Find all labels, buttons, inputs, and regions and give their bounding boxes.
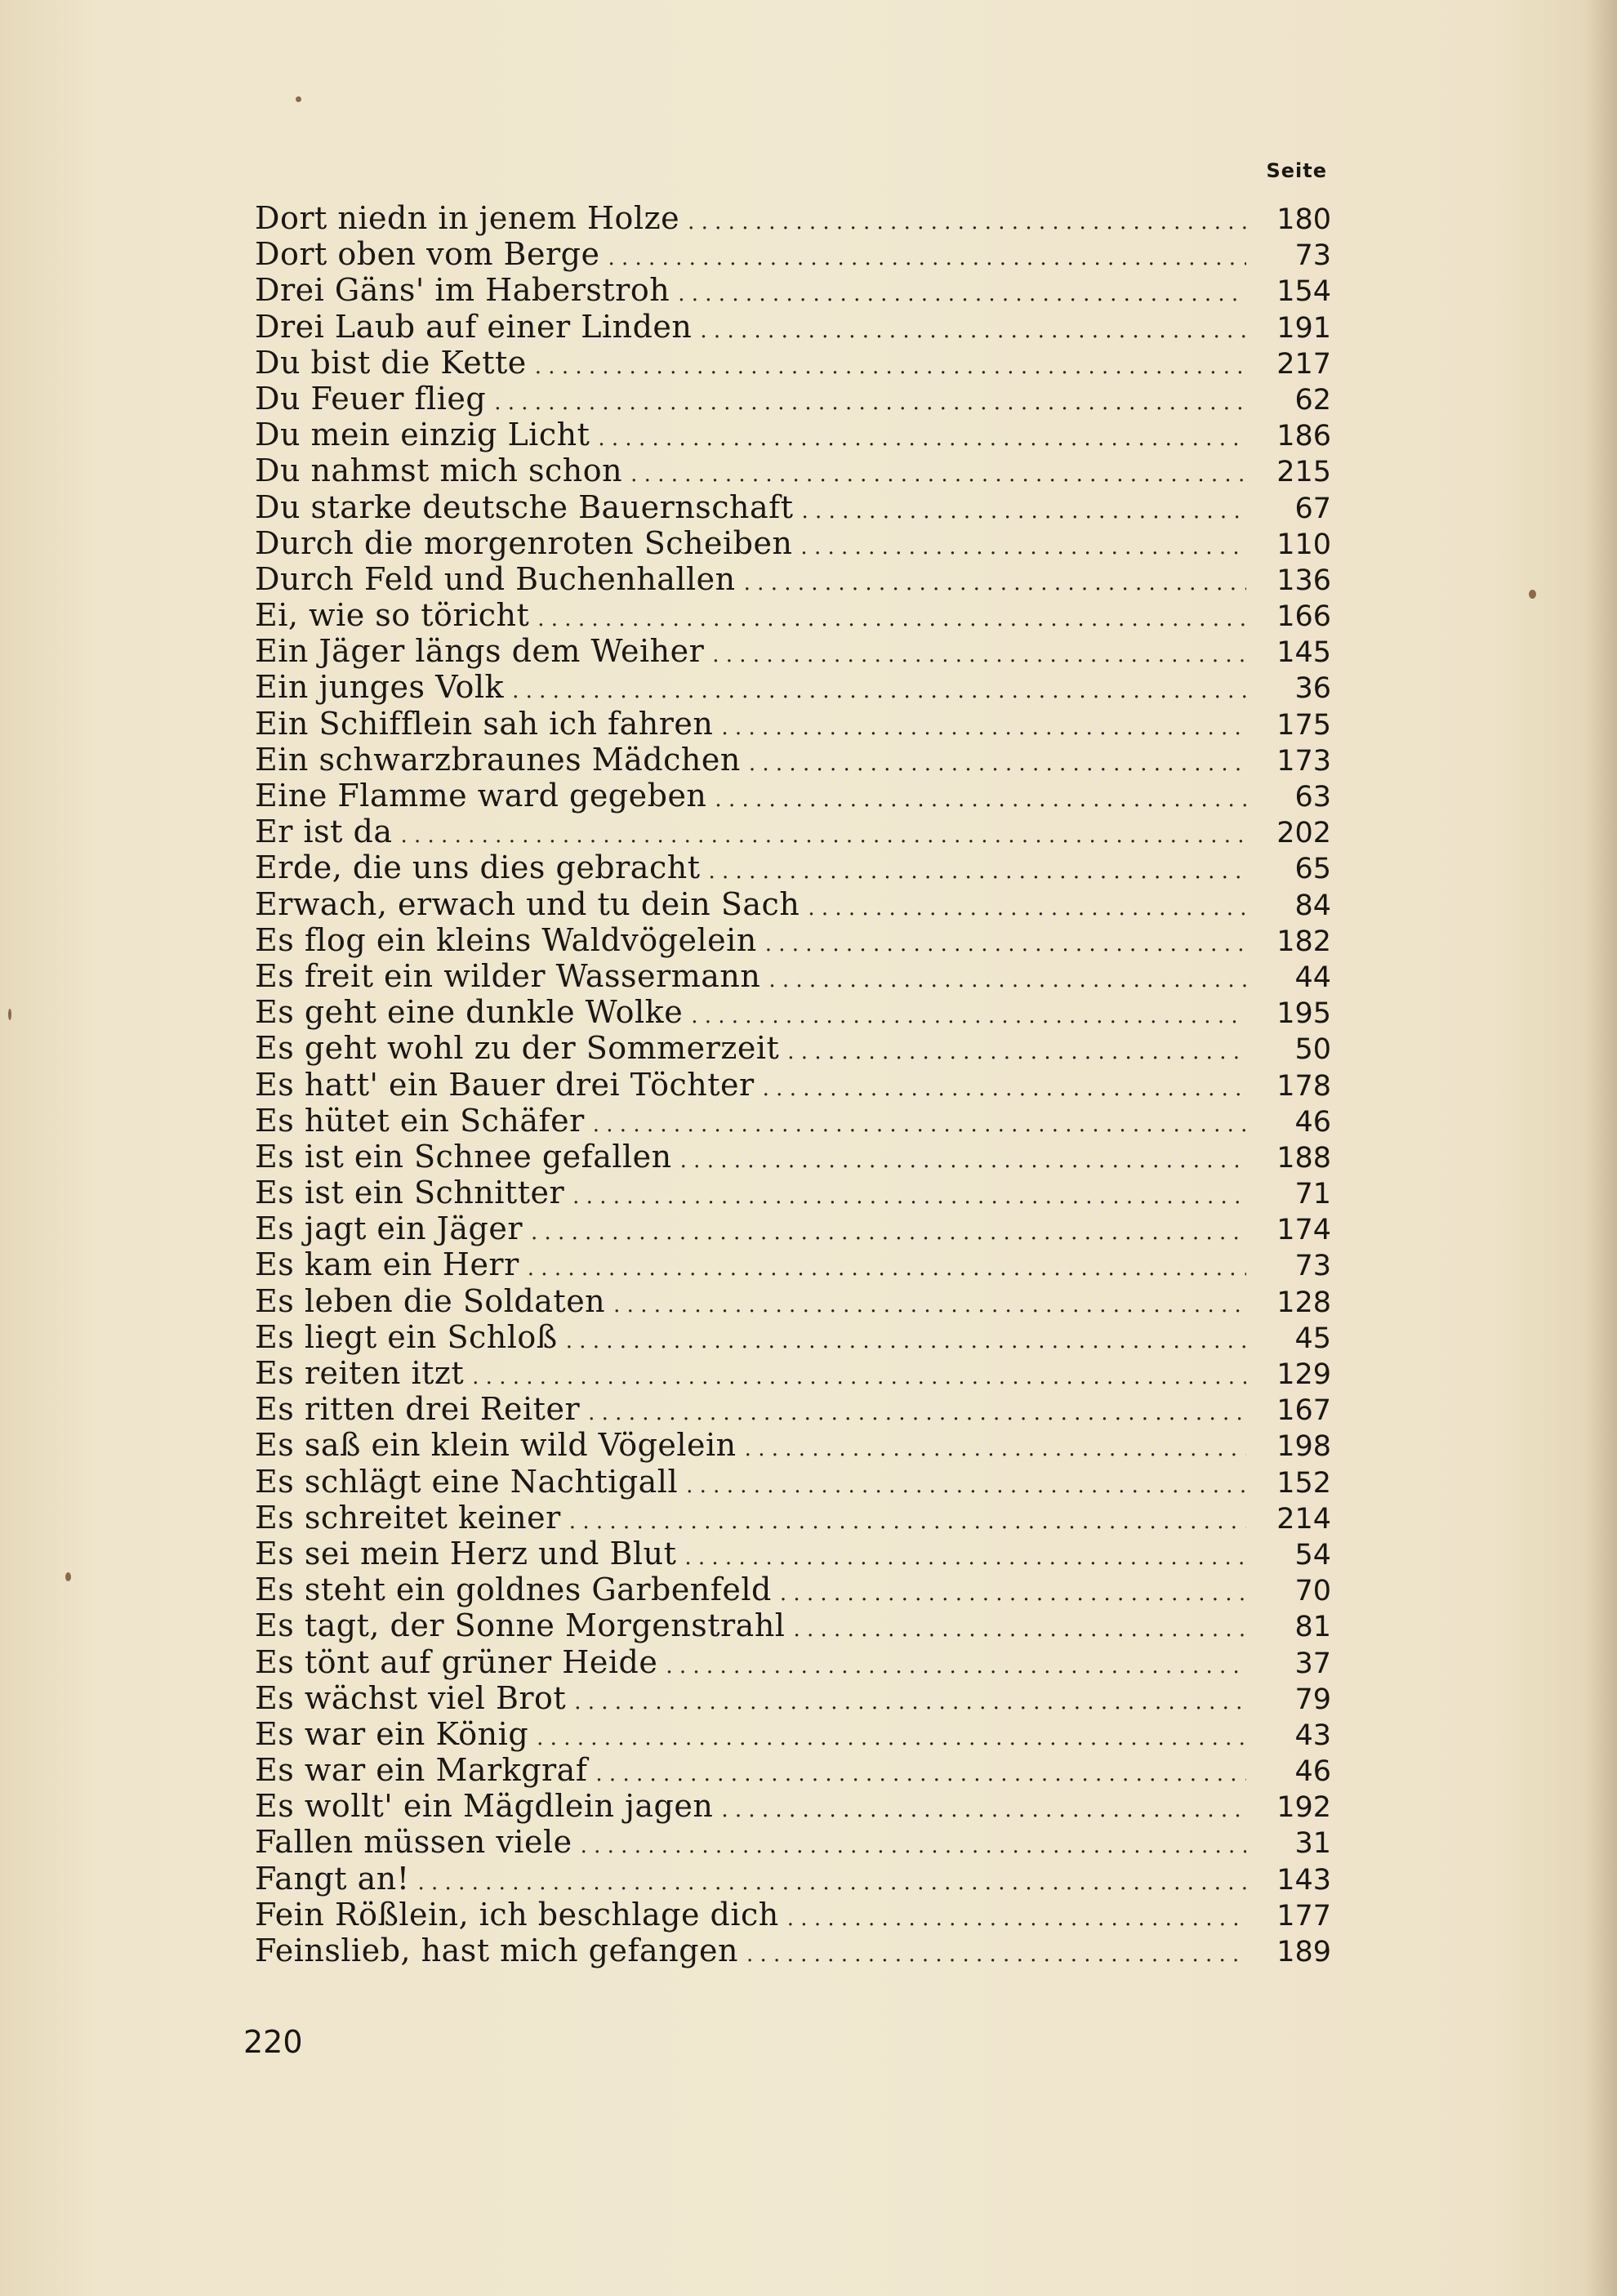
toc-entry xyxy=(255,886,1331,922)
page-edge-shadow xyxy=(1584,0,1617,2296)
toc-entry xyxy=(255,345,1331,381)
toc-entry-title: Ein Schifflein sah ich fahren xyxy=(255,705,714,742)
toc-entry xyxy=(255,1030,1331,1066)
toc-entry-title: Es geht eine dunkle Wolke xyxy=(255,994,684,1031)
toc-entry xyxy=(255,814,1331,849)
toc-entry-page: 217 xyxy=(1276,347,1331,381)
toc-entry-title: Eine Flamme ward gegeben xyxy=(255,778,707,814)
toc-entry-page: 178 xyxy=(1276,1069,1331,1103)
toc-entry-page: 215 xyxy=(1276,456,1331,489)
toc-entry-title: Du nahmst mich schon xyxy=(255,453,623,489)
toc-entry-page: 152 xyxy=(1276,1466,1331,1500)
toc-entry-title: Fallen müssen viele xyxy=(255,1824,572,1861)
toc-entry xyxy=(255,1752,1331,1788)
toc-entry-title: Es ist ein Schnee gefallen xyxy=(255,1138,672,1175)
dot-leader xyxy=(745,1431,1246,1467)
toc-entry-page: 45 xyxy=(1294,1322,1331,1355)
toc-entry-title: Es jagt ein Jäger xyxy=(255,1210,523,1247)
paper-speck xyxy=(1529,590,1536,599)
dot-leader xyxy=(608,240,1246,276)
toc-entry-page: 65 xyxy=(1294,853,1331,886)
toc-entry-title: Dort niedn in jenem Holze xyxy=(255,200,680,236)
toc-entry-page: 202 xyxy=(1276,817,1331,850)
toc-entry xyxy=(255,1139,1331,1175)
toc-entry-page: 84 xyxy=(1294,889,1331,922)
toc-entry-title: Fangt an! xyxy=(255,1860,410,1897)
dot-leader xyxy=(581,1828,1246,1864)
toc-entry xyxy=(255,849,1331,885)
dot-leader xyxy=(566,1323,1246,1359)
toc-entry xyxy=(255,922,1331,958)
dot-leader xyxy=(780,1576,1246,1612)
dot-leader xyxy=(691,998,1246,1034)
toc-entry-title: Durch die morgenroten Scheiben xyxy=(255,524,793,561)
toc-entry-title: Es tagt, der Sonne Morgenstrahl xyxy=(255,1607,786,1644)
dot-leader xyxy=(588,1395,1246,1431)
toc-entry xyxy=(255,236,1331,272)
toc-entry-title: Dort oben vom Berge xyxy=(255,236,600,273)
toc-entry-page: 180 xyxy=(1276,203,1331,236)
dot-leader xyxy=(595,1756,1246,1792)
toc-entry-title: Es tönt auf grüner Heide xyxy=(255,1643,658,1680)
toc-entry xyxy=(255,1824,1331,1860)
toc-entry-page: 174 xyxy=(1276,1214,1331,1247)
dot-leader xyxy=(800,529,1246,565)
toc-entry xyxy=(255,1500,1331,1536)
toc-entry-title: Es schlägt eine Nachtigall xyxy=(255,1463,679,1500)
toc-entry xyxy=(255,1319,1331,1355)
toc-entry-page: 37 xyxy=(1294,1647,1331,1680)
toc-entry-page: 67 xyxy=(1294,492,1331,525)
toc-entry xyxy=(255,1897,1331,1933)
toc-entry xyxy=(255,706,1331,742)
dot-leader xyxy=(528,1251,1246,1286)
toc-entry-title: Du Feuer flieg xyxy=(255,380,487,417)
paper-speck xyxy=(296,96,301,102)
toc-entry xyxy=(255,1175,1331,1210)
toc-entry-title: Es freit ein wilder Wassermann xyxy=(255,957,761,994)
toc-entry-page: 191 xyxy=(1276,311,1331,345)
toc-entry-title: Es geht wohl zu der Sommerzeit xyxy=(255,1030,780,1067)
dot-leader xyxy=(787,1901,1246,1937)
toc-entry-title: Ein Jäger längs dem Weiher xyxy=(255,633,705,670)
toc-entry-page: 79 xyxy=(1294,1683,1331,1716)
toc-entry xyxy=(255,1464,1331,1500)
toc-entry-page: 195 xyxy=(1276,997,1331,1031)
toc-entry xyxy=(255,1933,1331,1968)
dot-leader xyxy=(472,1359,1246,1395)
toc-entry xyxy=(255,309,1331,345)
paper-speck xyxy=(8,1009,11,1020)
dot-leader xyxy=(666,1648,1246,1684)
toc-entry-title: Du bist die Kette xyxy=(255,344,527,381)
toc-entry-page: 186 xyxy=(1276,420,1331,453)
toc-entry-page: 136 xyxy=(1276,564,1331,597)
toc-entry-title: Es wächst viel Brot xyxy=(255,1679,567,1716)
toc-entry xyxy=(255,1283,1331,1319)
toc-entry-page: 188 xyxy=(1276,1141,1331,1175)
toc-entry-page: 175 xyxy=(1276,708,1331,742)
toc-entry-title: Es hatt' ein Bauer drei Töchter xyxy=(255,1066,755,1103)
dot-leader xyxy=(572,1179,1246,1215)
toc-entry xyxy=(255,200,1331,236)
toc-entry-page: 36 xyxy=(1294,672,1331,706)
toc-entry xyxy=(255,1716,1331,1752)
dot-leader xyxy=(613,1287,1246,1323)
toc-entry-title: Er ist da xyxy=(255,814,393,850)
toc-entry-page: 154 xyxy=(1276,275,1331,309)
toc-entry xyxy=(255,1680,1331,1716)
toc-entry-page: 73 xyxy=(1294,1250,1331,1283)
toc-entry-title: Es flog ein kleins Waldvögelein xyxy=(255,921,757,958)
toc-entry-page: 63 xyxy=(1294,781,1331,814)
toc-entry-page: 189 xyxy=(1276,1936,1331,1968)
dot-leader xyxy=(400,818,1246,854)
toc-entry-page: 31 xyxy=(1294,1827,1331,1861)
toc-entry-title: Es hütet ein Schäfer xyxy=(255,1102,585,1139)
toc-entry-title: Es liegt ein Schloß xyxy=(255,1318,558,1355)
toc-entry-title: Feinslieb, hast mich gefangen xyxy=(255,1933,738,1968)
toc-entry xyxy=(255,1861,1331,1897)
toc-entry xyxy=(255,381,1331,417)
toc-entry xyxy=(255,1572,1331,1607)
toc-entry-title: Du mein einzig Licht xyxy=(255,417,590,453)
dot-leader xyxy=(537,1720,1246,1756)
toc-entry-page: 192 xyxy=(1276,1791,1331,1825)
page-column-header: Seite xyxy=(1266,159,1327,182)
toc-entry xyxy=(255,1536,1331,1572)
toc-entry-page: 70 xyxy=(1294,1575,1331,1608)
toc-entry-page: 143 xyxy=(1276,1863,1331,1897)
toc-entry-title: Fein Rößlein, ich beschlage dich xyxy=(255,1896,779,1933)
toc-entry-title: Es schreitet keiner xyxy=(255,1499,561,1536)
table-of-contents xyxy=(255,200,1331,1968)
toc-entry xyxy=(255,778,1331,814)
toc-entry xyxy=(255,1210,1331,1246)
toc-entry-page: 166 xyxy=(1276,600,1331,634)
toc-entry-title: Es wollt' ein Mägdlein jagen xyxy=(255,1788,714,1825)
toc-entry xyxy=(255,1391,1331,1427)
toc-entry-title: Es ritten drei Reiter xyxy=(255,1391,581,1428)
toc-entry-page: 71 xyxy=(1294,1178,1331,1211)
dot-leader xyxy=(680,1143,1246,1179)
paper-speck xyxy=(65,1572,71,1581)
toc-entry xyxy=(255,453,1331,488)
toc-entry xyxy=(255,633,1331,669)
toc-entry xyxy=(255,489,1331,525)
toc-entry-page: 182 xyxy=(1276,925,1331,958)
toc-entry-title: Erwach, erwach und tu dein Sach xyxy=(255,885,800,922)
toc-entry-title: Erde, die uns dies gebracht xyxy=(255,849,701,886)
toc-entry-title: Es saß ein klein wild Vögelein xyxy=(255,1427,737,1464)
dot-leader xyxy=(537,601,1246,637)
dot-leader xyxy=(765,926,1246,962)
toc-entry xyxy=(255,1788,1331,1824)
toc-entry-page: 54 xyxy=(1294,1538,1331,1572)
toc-entry-page: 167 xyxy=(1276,1394,1331,1428)
dot-leader xyxy=(715,782,1246,818)
toc-entry-title: Es war ein Markgraf xyxy=(255,1752,588,1789)
toc-entry xyxy=(255,1246,1331,1282)
toc-entry xyxy=(255,742,1331,778)
dot-leader xyxy=(535,349,1246,385)
dot-leader xyxy=(708,854,1246,889)
toc-entry-page: 81 xyxy=(1294,1611,1331,1644)
toc-entry xyxy=(255,1607,1331,1643)
dot-leader xyxy=(763,1071,1246,1107)
toc-entry-page: 46 xyxy=(1294,1105,1331,1139)
toc-entry-title: Es sei mein Herz und Blut xyxy=(255,1535,677,1572)
toc-entry-title: Es kam ein Herr xyxy=(255,1246,519,1283)
toc-entry xyxy=(255,669,1331,705)
dot-leader xyxy=(744,565,1246,601)
toc-entry-title: Drei Gäns' im Haberstroh xyxy=(255,272,670,309)
dot-leader xyxy=(787,1034,1246,1070)
toc-entry-page: 73 xyxy=(1294,239,1331,273)
toc-entry xyxy=(255,1427,1331,1463)
toc-entry xyxy=(255,561,1331,597)
dot-leader xyxy=(688,204,1246,240)
dot-leader xyxy=(746,1937,1246,1973)
dot-leader xyxy=(686,1468,1246,1504)
toc-entry xyxy=(255,272,1331,308)
dot-leader xyxy=(721,1792,1246,1828)
dot-leader xyxy=(712,637,1246,673)
dot-leader xyxy=(494,385,1246,421)
dot-leader xyxy=(684,1540,1246,1576)
toc-entry xyxy=(255,1103,1331,1139)
toc-entry xyxy=(255,525,1331,561)
toc-entry xyxy=(255,958,1331,994)
toc-entry-title: Ein junges Volk xyxy=(255,669,505,706)
toc-entry-page: 177 xyxy=(1276,1899,1331,1933)
toc-entry-page: 128 xyxy=(1276,1286,1331,1319)
toc-entry-page: 62 xyxy=(1294,383,1331,417)
toc-entry-page: 129 xyxy=(1276,1358,1331,1391)
toc-entry-title: Es ist ein Schnitter xyxy=(255,1175,565,1211)
dot-leader xyxy=(512,673,1246,709)
toc-entry-page: 173 xyxy=(1276,744,1331,778)
dot-leader xyxy=(721,710,1246,746)
toc-entry-title: Es steht ein goldnes Garbenfeld xyxy=(255,1572,772,1608)
toc-entry-page: 110 xyxy=(1276,528,1331,561)
dot-leader xyxy=(802,493,1246,529)
toc-entry xyxy=(255,597,1331,633)
dot-leader xyxy=(531,1215,1246,1251)
toc-entry-page: 214 xyxy=(1276,1502,1331,1536)
toc-entry-title: Ei, wie so töricht xyxy=(255,597,530,634)
toc-entry xyxy=(255,1067,1331,1103)
dot-leader xyxy=(630,457,1246,493)
toc-entry xyxy=(255,417,1331,453)
toc-entry-page: 198 xyxy=(1276,1430,1331,1464)
toc-entry-title: Es war ein König xyxy=(255,1715,529,1752)
toc-entry-page: 43 xyxy=(1294,1719,1331,1752)
dot-leader xyxy=(569,1504,1246,1540)
dot-leader xyxy=(749,746,1246,782)
toc-entry-title: Du starke deutsche Bauernschaft xyxy=(255,488,794,525)
dot-leader xyxy=(593,1107,1246,1143)
dot-leader xyxy=(700,313,1246,349)
dot-leader xyxy=(574,1684,1246,1720)
dot-leader xyxy=(418,1865,1247,1901)
toc-entry-page: 50 xyxy=(1294,1033,1331,1067)
toc-entry xyxy=(255,1355,1331,1391)
dot-leader xyxy=(678,276,1246,312)
toc-entry-page: 145 xyxy=(1276,636,1331,670)
toc-entry-title: Es reiten itzt xyxy=(255,1355,465,1391)
toc-entry-page: 46 xyxy=(1294,1755,1331,1789)
toc-entry-title: Ein schwarzbraunes Mädchen xyxy=(255,741,741,778)
toc-entry-title: Es leben die Soldaten xyxy=(255,1282,606,1319)
toc-entry xyxy=(255,1644,1331,1680)
dot-leader xyxy=(768,962,1246,998)
dot-leader xyxy=(598,421,1246,457)
dot-leader xyxy=(793,1612,1246,1647)
toc-entry xyxy=(255,994,1331,1030)
toc-entry-page: 44 xyxy=(1294,961,1331,994)
page-number: 220 xyxy=(243,2024,303,2060)
toc-entry-title: Drei Laub auf einer Linden xyxy=(255,308,693,345)
dot-leader xyxy=(808,890,1246,926)
toc-entry-title: Durch Feld und Buchenhallen xyxy=(255,560,736,597)
